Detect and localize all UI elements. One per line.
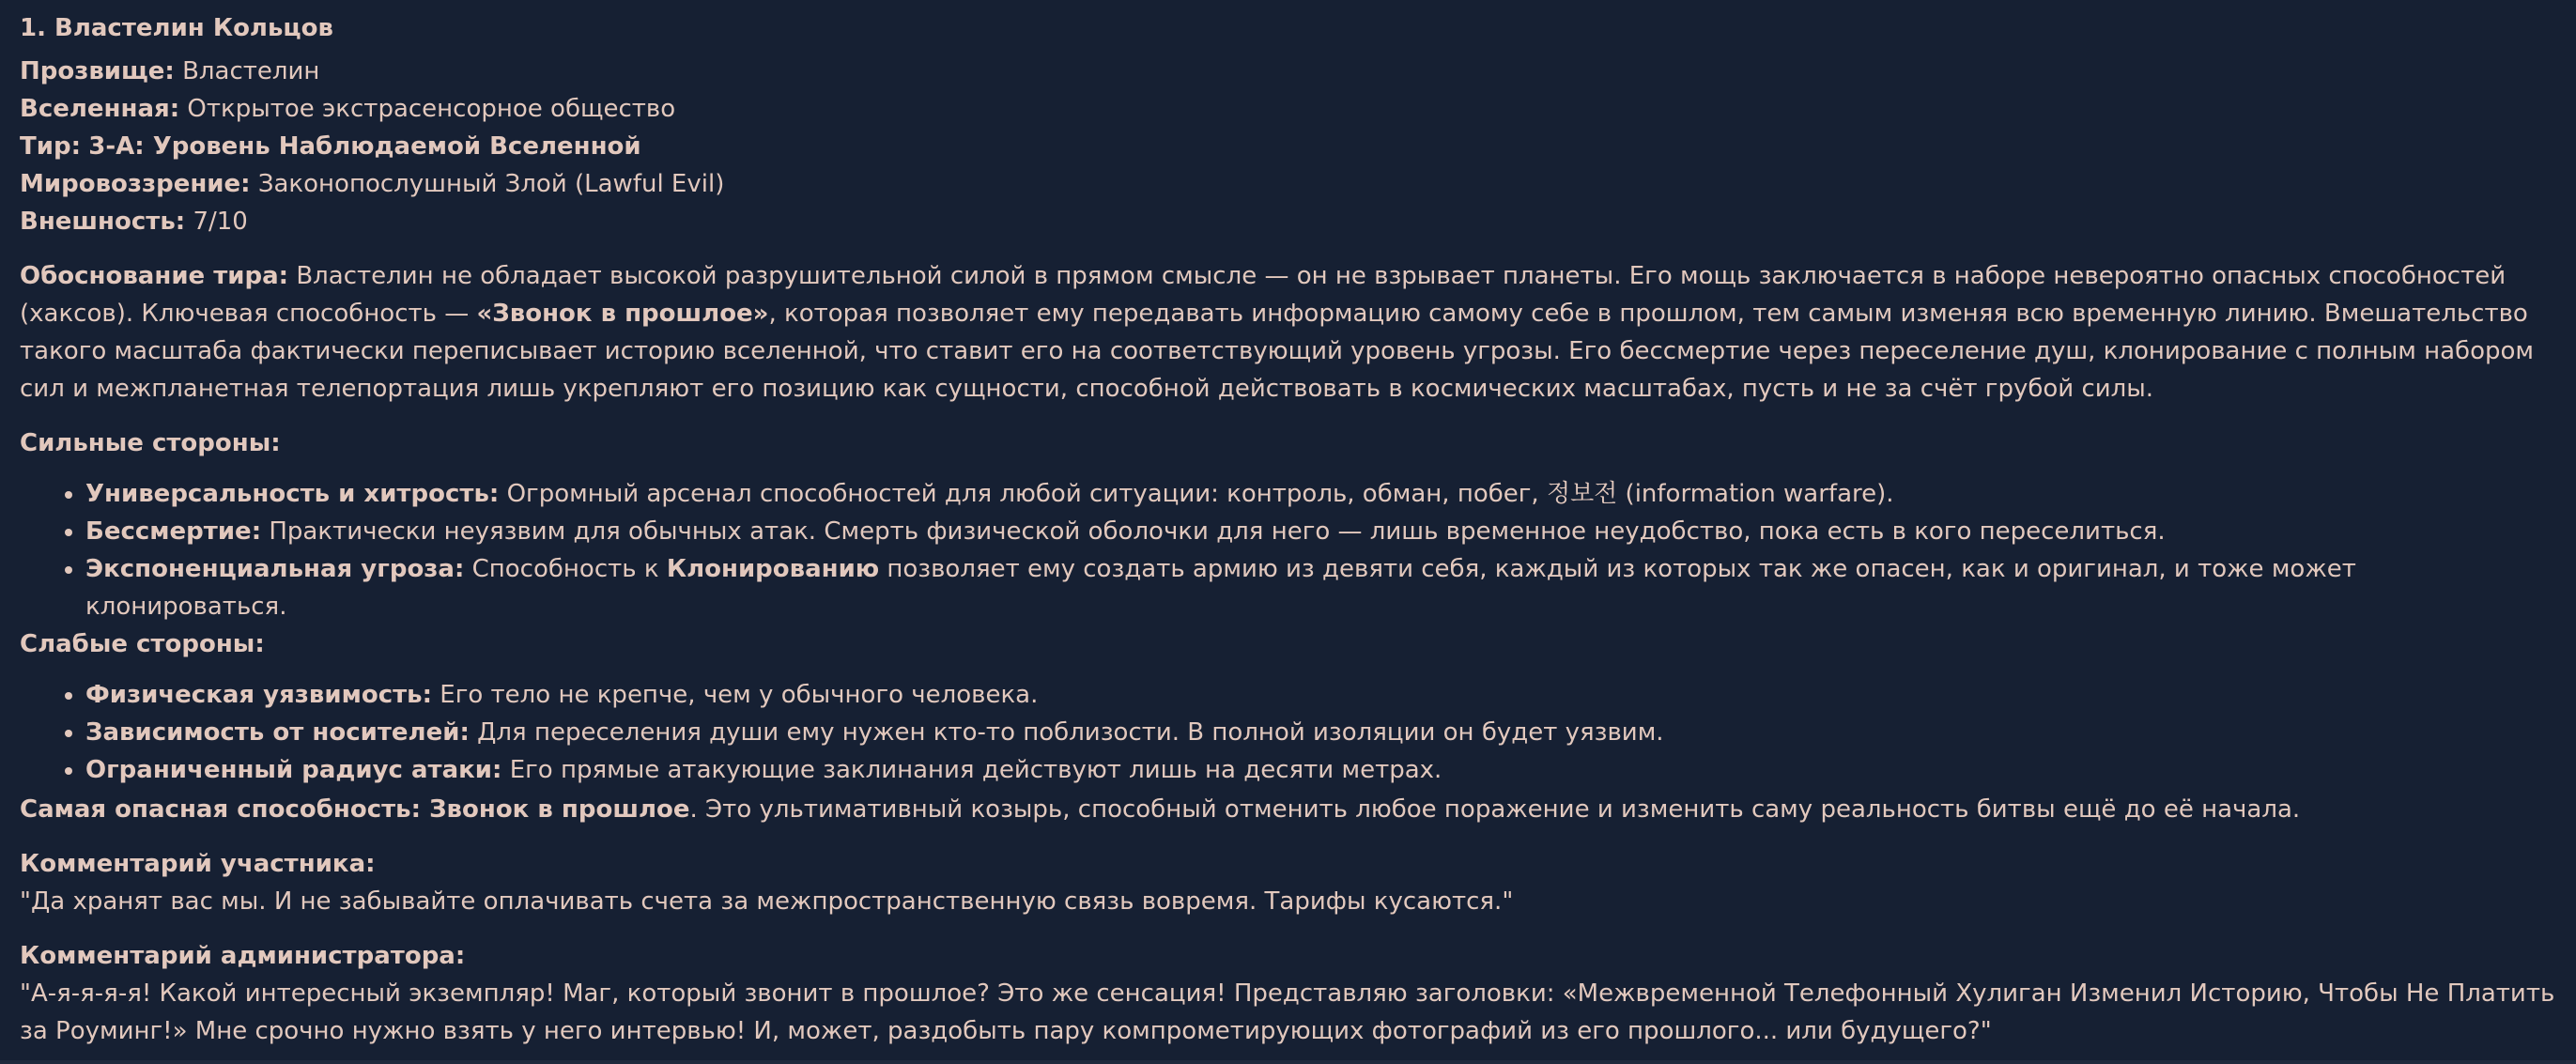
field-label: Внешность: [20,208,186,236]
list-item [85,676,2555,714]
item-label: Физическая уязвимость: [85,681,433,709]
field-tier [20,128,2555,165]
field-label: Прозвище: [20,57,175,85]
field-label: Мировоззрение: [20,170,251,198]
field-alignment [20,165,2555,203]
field-value: Законопослушный Злой (Lawful Evil) [257,170,725,198]
character-card [20,9,2555,1050]
item-bold: Клонированию [666,555,880,583]
list-item [85,475,2555,513]
character-title: 1. Властелин Кольцов [20,14,334,42]
item-label: Универсальность и хитрость: [85,480,500,508]
admin-comment-heading: Комментарий администратора: [20,942,466,970]
field-label: Вселенная: [20,95,180,123]
strengths-heading: Сильные стороны: [20,429,281,457]
field-label: Тир: [20,132,81,161]
item-label: Зависимость от носителей: [85,718,470,747]
tier-reason-text: Властелин не обладает высокой разрушительной силой в прямом смысле — он не взрывает планеты. Его мощь заключается в наборе невероятно опасных способностей (хаксов). Ключевая способность — [20,262,2507,328]
item-text: Для переселения души ему нужен кто-то поблизости. В полной изоляции он будет уязвим. [477,718,1664,747]
bottom-divider [0,1060,2576,1064]
weaknesses-list [20,676,2555,789]
dangerous-ability-text: . Это ультимативный козырь, способный отменить любое поражение и изменить саму реальность битвы ещё до её начала. [689,795,2301,824]
item-text: Способность к [471,555,667,583]
item-label: Бессмертие: [85,517,262,546]
weaknesses-heading: Слабые стороны: [20,630,265,658]
tier-reason-text-cont: , которая позволяет ему передавать информацию самому себе в прошлом, тем самым изменяя всю временную линию. Вмешательство такого масштаба фактически переписывает историю вселенной, что ставит его на соответствующий уровень угрозы. Его бессмертие через переселение душ, клонирование с полным набором сил и межпланетная телепортация лишь укрепляют его позицию как сущности, способной действовать в космических масштабах, пусть и не за счёт грубой силы. [20,300,2535,403]
list-item [85,550,2555,625]
item-text: Огромный арсенал способностей для любой ситуации: контроль, обман, побег, 정보전 (information warfare). [506,480,1894,508]
dangerous-ability [20,791,2555,828]
dangerous-ability-label: Самая опасная способность: Звонок в прошлое [20,795,690,824]
item-label: Ограниченный радиус атаки: [85,756,502,784]
strengths-list [20,475,2555,625]
item-text-cont: позволяет ему создать армию из девяти себя, каждый из которых так же опасен, как и оригинал, и тоже может клонироваться. [85,555,2356,621]
participant-comment-heading: Комментарий участника: [20,850,376,878]
field-value: Открытое экстрасенсорное общество [187,95,676,123]
list-item [85,714,2555,751]
field-value: Властелин [182,57,320,85]
field-universe [20,90,2555,128]
list-item [85,751,2555,789]
tier-reason-bold: «Звонок в прошлое» [476,300,769,328]
participant-comment-text: "Да хранят вас мы. И не забывайте оплачивать счета за межпространственную связь вовремя. Тарифы кусаются." [20,887,1514,916]
field-appearance [20,203,2555,240]
field-nickname [20,53,2555,90]
item-text: Практически неуязвим для обычных атак. Смерть физической оболочки для него — лишь временное неудобство, пока есть в кого переселиться. [269,517,2166,546]
item-text: Его тело не крепче, чем у обычного человека. [440,681,1039,709]
list-item [85,513,2555,550]
item-label: Экспоненциальная угроза: [85,555,465,583]
item-text: Его прямые атакующие заклинания действуют лишь на десяти метрах. [509,756,1442,784]
field-value: 7/10 [193,208,248,236]
field-value: 3-А: Уровень Наблюдаемой Вселенной [88,132,641,161]
tier-reason-label: Обоснование тира: [20,262,289,290]
tier-reason-paragraph [20,257,2555,408]
admin-comment-text: "А-я-я-я-я! Какой интересный экземпляр! Маг, который звонит в прошлое? Это же сенсация! Представляю заголовки: «Межвременной Телефонный Хулиган Изменил Историю, Чтобы Не Платить за Роуминг!» Мне срочно нужно взять у него интервью! И, может, раздобыть пару компрометирующих фотографий из его прошлого... или будущего?" [20,979,2555,1045]
